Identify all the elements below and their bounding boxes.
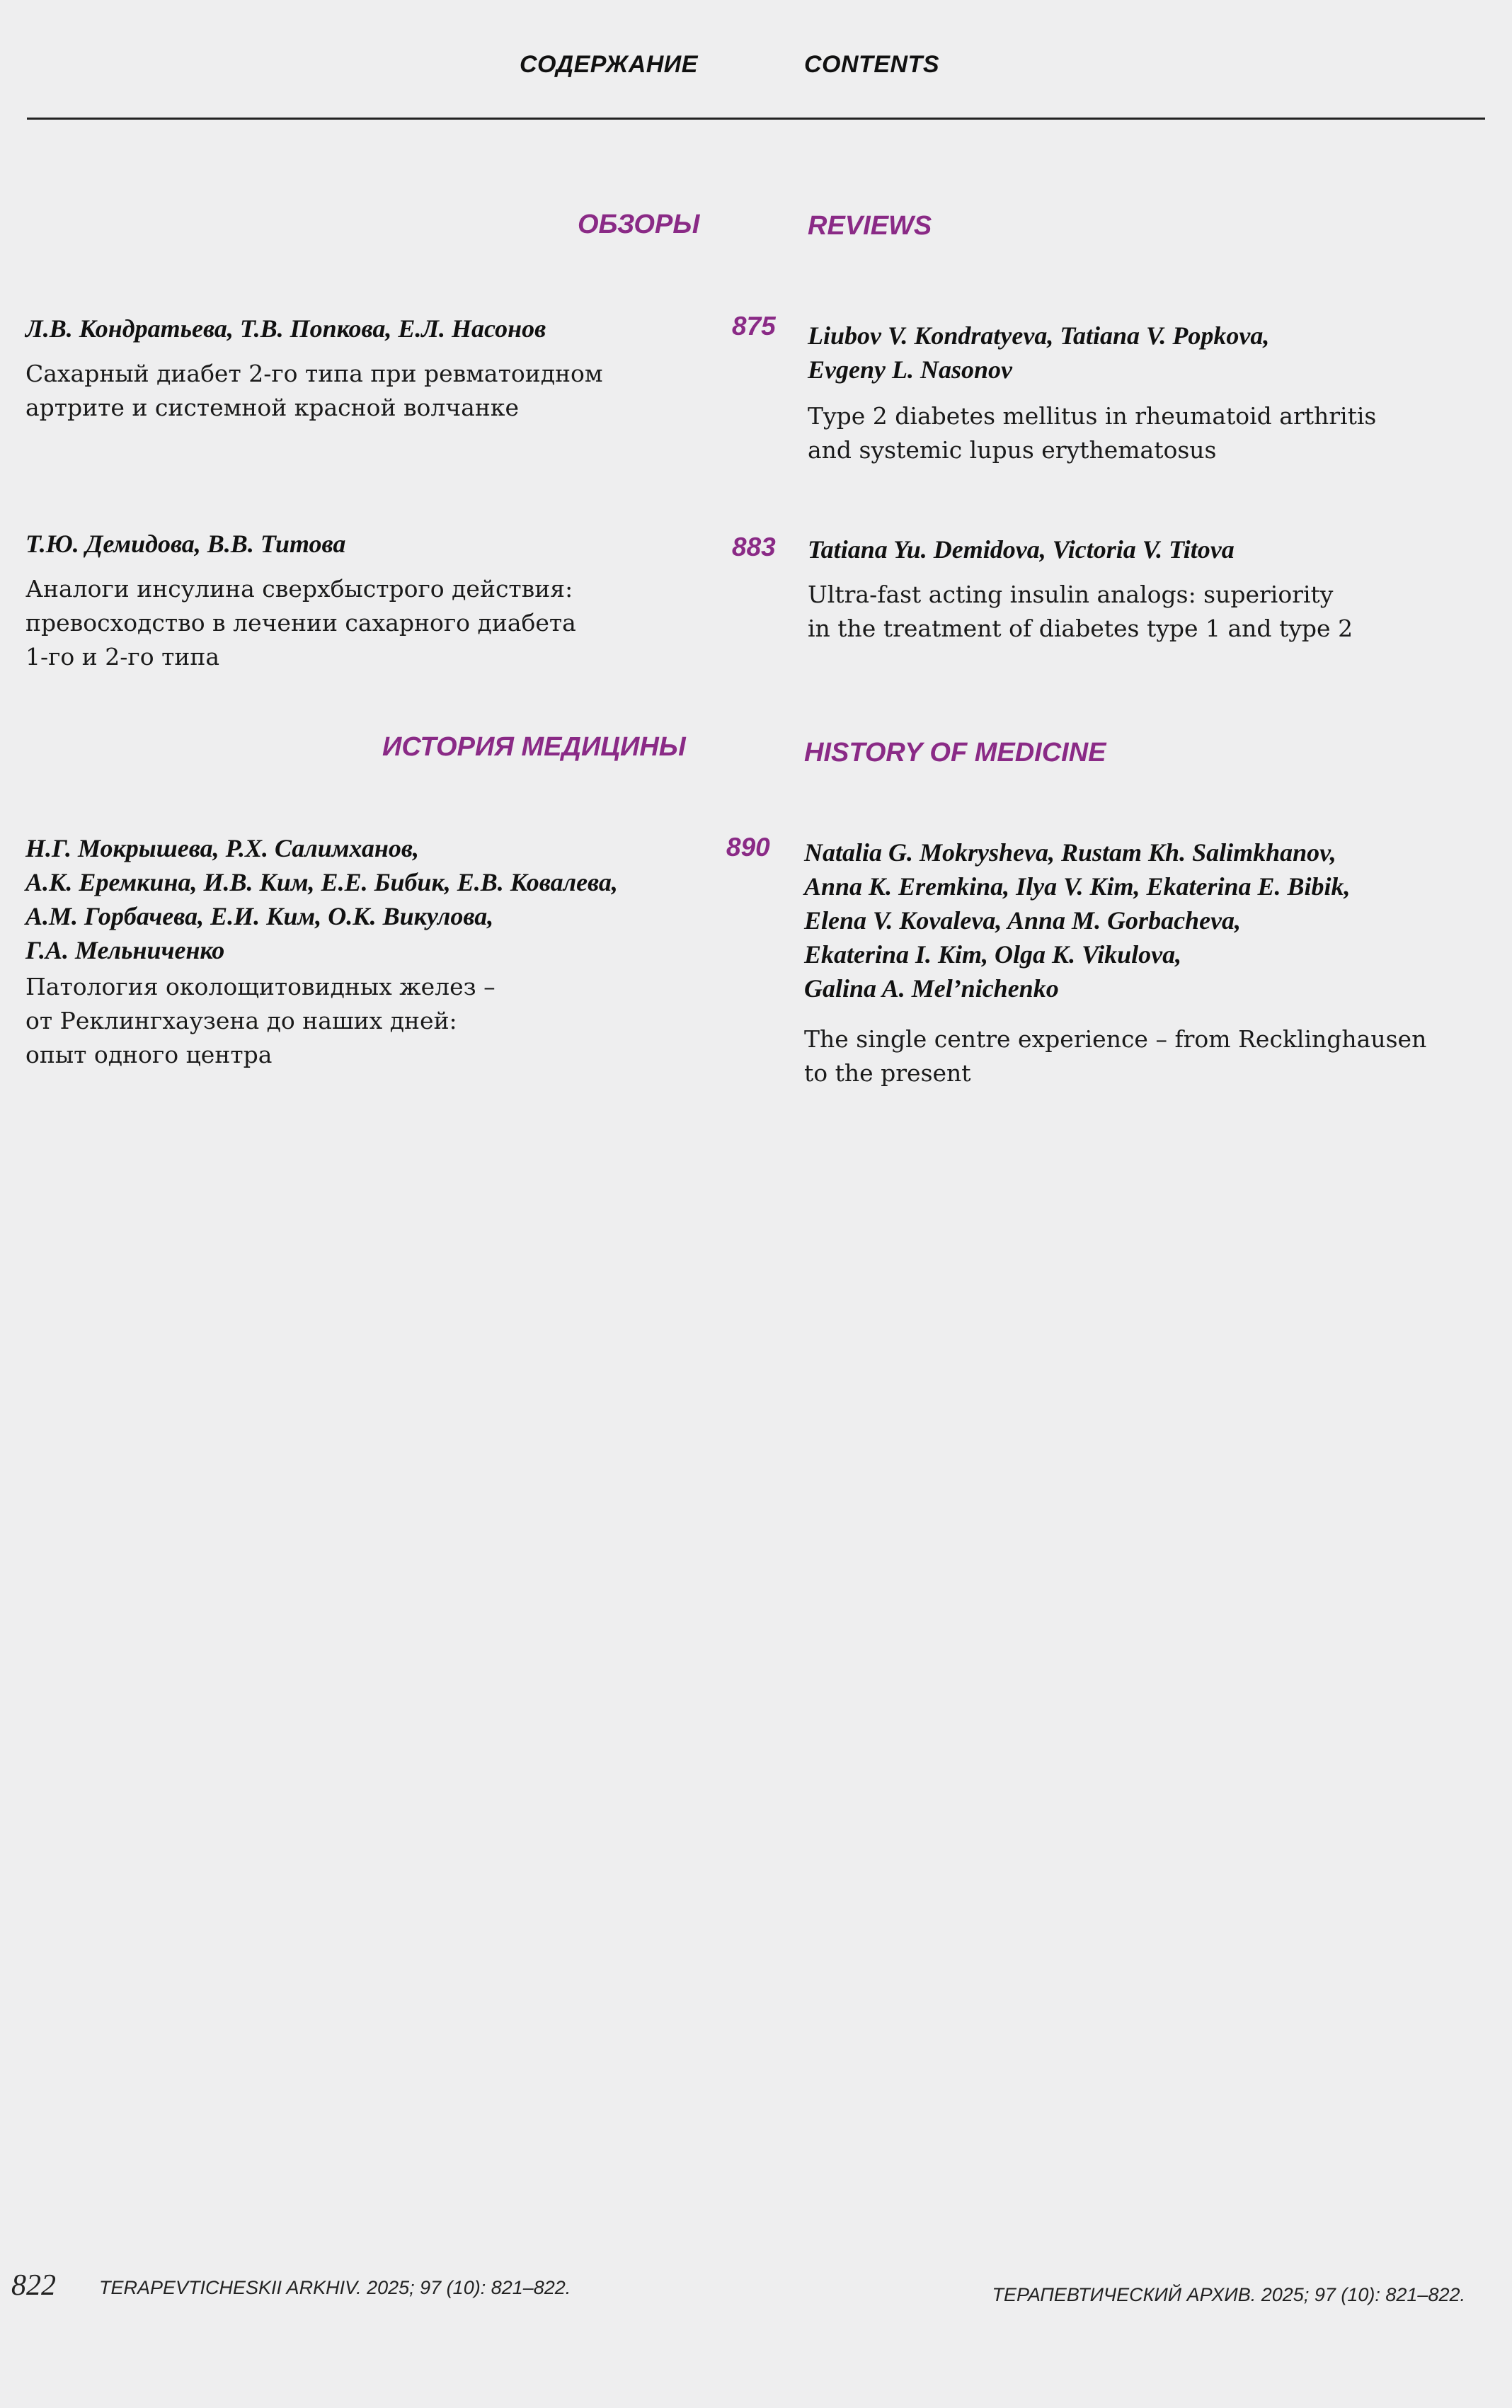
section-reviews-en: REVIEWS <box>808 211 932 241</box>
header-contents-en: CONTENTS <box>804 51 939 78</box>
section-reviews-ru: ОБЗОРЫ <box>578 210 700 239</box>
footer-page-number: 822 <box>11 2269 56 2302</box>
article-2-authors-en: Tatiana Yu. Demidova, Victoria V. Titova <box>808 535 1235 564</box>
article-3-title-ru[interactable]: Патология околощитовидных желез – от Реклингхаузена до наших дней: опыт одного центра <box>25 973 496 1068</box>
article-1-page[interactable]: 875 <box>732 312 776 341</box>
article-2-title-ru[interactable]: Аналоги инсулина сверхбыстрого действия: превосходство в лечении сахарного диабета 1-го и 2-го типа <box>25 575 576 671</box>
header-contents-ru: СОДЕРЖАНИЕ <box>520 51 698 78</box>
section-history-ru: ИСТОРИЯ МЕДИЦИНЫ <box>382 732 686 762</box>
article-2-title-en[interactable]: Ultra-fast acting insulin analogs: superiority in the treatment of diabetes type 1 and type 2 <box>808 581 1353 642</box>
article-1-title-ru[interactable]: Сахарный диабет 2-го типа при ревматоидном артрите и системной красной волчанке <box>25 360 603 421</box>
article-3-authors-ru: Н.Г. Мокрышева, Р.Х. Салимханов, А.К. Еремкина, И.В. Ким, Е.Е. Бибик, Е.В. Ковалева, А.М. Горбачева, Е.И. Ким, О.К. Викулова, Г.А. Мельниченко <box>25 834 618 964</box>
article-1-authors-ru: Л.В. Кондратьева, Т.В. Попкова, Е.Л. Насонов <box>25 314 546 343</box>
article-2-authors-ru: Т.Ю. Демидова, В.В. Титова <box>25 530 346 558</box>
footer-citation-en: TERAPEVTICHESKII ARKHIV. 2025; 97 (10): 821–822. <box>99 2277 571 2298</box>
article-1-title-en[interactable]: Type 2 diabetes mellitus in rheumatoid arthritis and systemic lupus erythematosus <box>808 402 1377 464</box>
section-history-en: HISTORY OF MEDICINE <box>804 738 1106 768</box>
article-2-page[interactable]: 883 <box>732 532 776 561</box>
header-rule <box>27 118 1485 120</box>
article-3-title-en[interactable]: The single centre experience – from Recklinghausen to the present <box>804 1025 1427 1087</box>
article-1-authors-en: Liubov V. Kondratyeva, Tatiana V. Popkova, Evgeny L. Nasonov <box>808 321 1270 384</box>
article-3-page[interactable]: 890 <box>726 833 770 862</box>
article-3-authors-en: Natalia G. Mokrysheva, Rustam Kh. Salimkhanov, Anna K. Eremkina, Ilya V. Kim, Ekaterina E. Bibik, Elena V. Kovaleva, Anna M. Gorbacheva, Ekaterina I. Kim, Olga K. Vikulova, Galina A. Mel’nichenko <box>804 838 1351 1003</box>
footer-citation-ru: ТЕРАПЕВТИЧЕСКИЙ АРХИВ. 2025; 97 (10): 821–822. <box>992 2284 1465 2305</box>
